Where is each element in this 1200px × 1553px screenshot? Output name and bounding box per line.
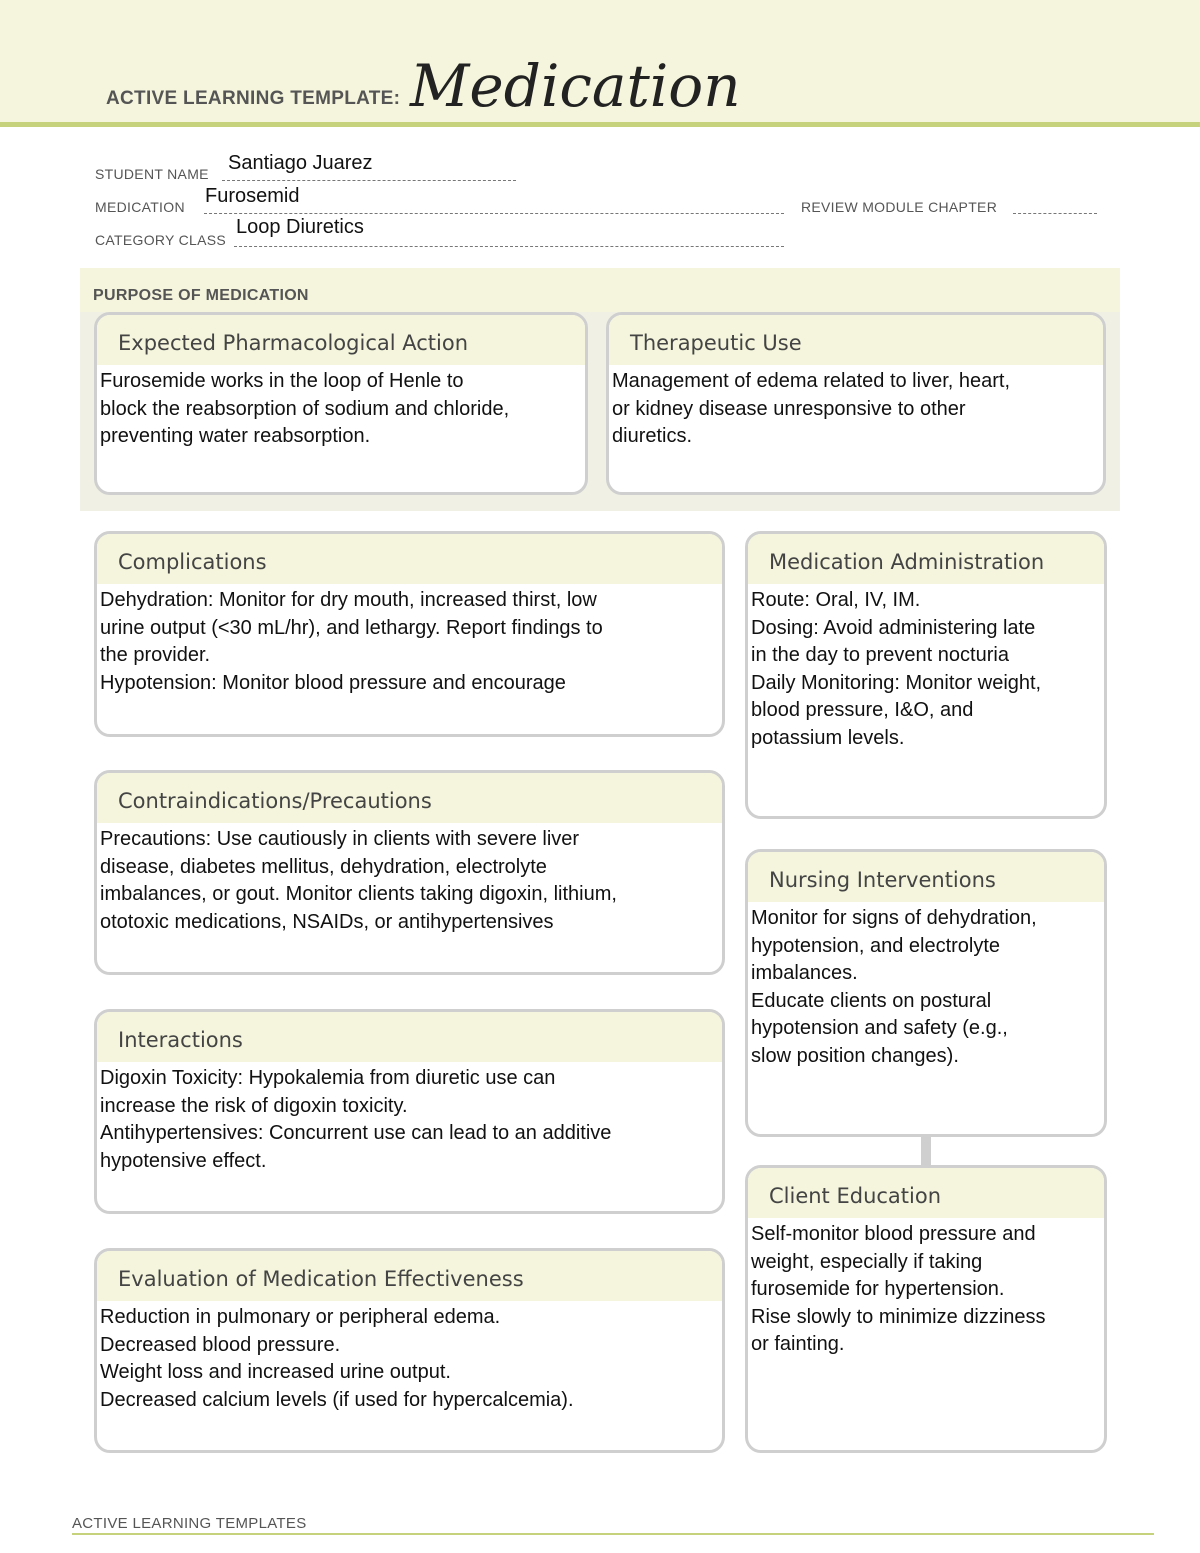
expected-action-text[interactable]: Furosemide works in the loop of Henle to block the reabsorption of sodium and chloride, preventing water reabsorption. [100,370,510,447]
medication-line [204,213,784,214]
medication-administration-text[interactable]: Route: Oral, IV, IM. Dosing: Avoid administering late in the day to prevent nocturia Daily Monitoring: Monitor weight, blood pressure, I&O, and potassium levels. [751,589,1042,749]
complications-title: Complications [97,534,722,584]
evaluation-title: Evaluation of Medication Effectiveness [97,1251,722,1301]
review-module-label: REVIEW MODULE CHAPTER [801,199,998,215]
student-name-field[interactable]: Santiago Juarez [228,152,373,174]
complications-text[interactable]: Dehydration: Monitor for dry mouth, increased thirst, low urine output (<30 mL/hr), and lethargy. Report findings to the provider. Hypotension: Monitor blood pressure and encourage [100,589,603,694]
interactions-title: Interactions [97,1012,722,1062]
category-class-field[interactable]: Loop Diuretics [236,216,364,238]
evaluation-text[interactable]: Reduction in pulmonary or peripheral edema. Decreased blood pressure. Weight loss and increased urine output. Decreased calcium levels (if used for hypercalcemia). [100,1306,574,1411]
page-title: Medication [410,52,741,120]
template-label: ACTIVE LEARNING TEMPLATE: [106,88,401,109]
contraindications-box [94,770,725,975]
medication-administration-title: Medication Administration [748,534,1104,584]
medication-field[interactable]: Furosemid [205,185,300,207]
contraindications-title: Contraindications/Precautions [97,773,722,823]
client-education-text[interactable]: Self-monitor blood pressure and weight, especially if taking furosemide for hypertension. Rise slowly to minimize dizziness or fainting. [751,1223,1046,1355]
complications-box [94,531,725,737]
review-module-line [1013,213,1097,214]
student-name-line [222,180,516,181]
expected-action-title: Expected Pharmacological Action [97,315,585,365]
medication-label: MEDICATION [95,199,185,215]
contraindications-text[interactable]: Precautions: Use cautiously in clients with severe liver disease, diabetes mellitus, dehydration, electrolyte imbalances, or gout. Monitor clients taking digoxin, lithium, ototoxic medications, NSAIDs, or antihypertensives [100,828,617,933]
footer-label: ACTIVE LEARNING TEMPLATES [72,1515,307,1532]
therapeutic-use-title: Therapeutic Use [609,315,1103,365]
nursing-interventions-box [745,849,1107,1137]
interactions-text[interactable]: Digoxin Toxicity: Hypokalemia from diuretic use can increase the risk of digoxin toxicity. Antihypertensives: Concurrent use can lead to an additive hypotensive effect. [100,1067,612,1172]
interactions-box [94,1009,725,1214]
purpose-label: PURPOSE OF MEDICATION [93,287,309,304]
nursing-interventions-text[interactable]: Monitor for signs of dehydration, hypotension, and electrolyte imbalances. Educate clients on postural hypotension and safety (e.g., slow position changes). [751,907,1037,1067]
nursing-interventions-title: Nursing Interventions [748,852,1104,902]
box-connector [921,1136,931,1166]
expected-action-box [94,312,588,495]
category-class-line [234,246,784,247]
therapeutic-use-text[interactable]: Management of edema related to liver, heart, or kidney disease unresponsive to other diuretics. [612,370,1011,447]
client-education-title: Client Education [748,1168,1104,1218]
student-name-label: STUDENT NAME [95,166,209,182]
footer-divider [72,1533,1154,1535]
evaluation-box [94,1248,725,1453]
medication-administration-box [745,531,1107,819]
client-education-box [745,1165,1107,1453]
category-class-label: CATEGORY CLASS [95,232,227,248]
therapeutic-use-box [606,312,1106,495]
header-divider [0,122,1200,127]
